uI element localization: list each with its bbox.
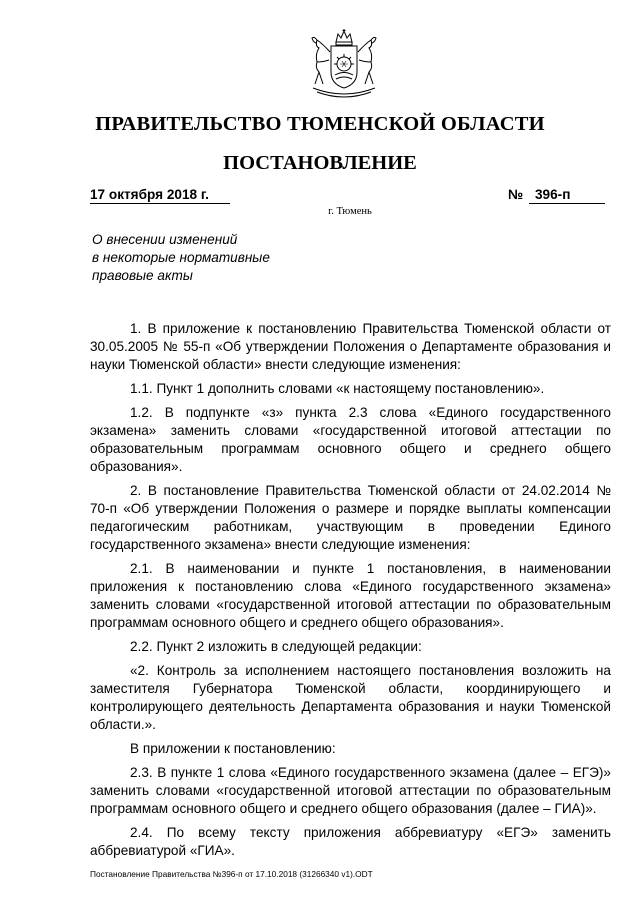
document-body	[90, 320, 611, 866]
paragraph: 2.4. По всему тексту приложения аббревиатуру «ЕГЭ» заменить аббревиатурой «ГИА».	[90, 825, 611, 858]
paragraph: 2.3. В пункте 1 слова «Единого государственного экзамена (далее – ЕГЭ)» заменить словами «государственной итоговой аттестации по образовательным программам основного общего и среднего общего образования (далее – ГИА)».	[90, 765, 611, 816]
paragraph: 1.1. Пункт 1 дополнить словами «к настоящему постановлению».	[130, 381, 545, 396]
document-subject	[92, 231, 312, 285]
paragraph: 2.2. Пункт 2 изложить в следующей редакции:	[130, 639, 422, 654]
subject-line: в некоторые нормативные	[92, 250, 270, 265]
footer-filename: Постановление Правительства №396-п от 17.10.2018 (31266340 v1).ODT	[90, 869, 373, 879]
subject-line: О внесении изменений	[92, 232, 238, 247]
paragraph: 1.2. В подпункте «з» пункта 2.3 слова «Единого государственного экзамена» заменить словами «государственной итоговой аттестации по образовательным программам основного общего и среднего общего образования».	[90, 405, 611, 474]
document-number: 396-п	[529, 187, 605, 204]
document-date: 17 октября 2018 г.	[90, 187, 230, 204]
paragraph: 2.1. В наименовании и пункте 1 постановления, в наименовании приложения к постановлению слова «Единого государственного экзамена» заменить словами «государственной итоговой аттестации по образовательным программам основного общего и среднего общего образования».	[90, 561, 611, 630]
city: г. Тюмень	[328, 206, 372, 217]
subject-line: правовые акты	[92, 268, 193, 283]
document-type: ПОСТАНОВЛЕНИЕ	[223, 152, 417, 174]
paragraph: 1. В приложение к постановлению Правительства Тюменской области от 30.05.2005 № 55-п «Об утверждении Положения о Департаменте образования и науки Тюменской области» внести следующие изменения:	[90, 321, 611, 372]
number-label: №	[508, 187, 524, 202]
paragraph: В приложении к постановлению:	[130, 741, 336, 756]
paragraph: 2. В постановление Правительства Тюменской области от 24.02.2014 № 70-п «Об утверждении Положения о размере и порядке выплаты компенсации педагогическим работникам, участвующим в проведении Единого государственного экзамена» внести следующие изменения:	[90, 483, 611, 552]
coat-of-arms-icon	[303, 28, 385, 100]
paragraph: «2. Контроль за исполнением настоящего постановления возложить на заместителя Губернатора Тюменской области, координирующего и контролирующего деятельность Департамента образования и науки Тюменской области.».	[90, 663, 611, 732]
government-title: ПРАВИТЕЛЬСТВО ТЮМЕНСКОЙ ОБЛАСТИ	[95, 113, 545, 135]
